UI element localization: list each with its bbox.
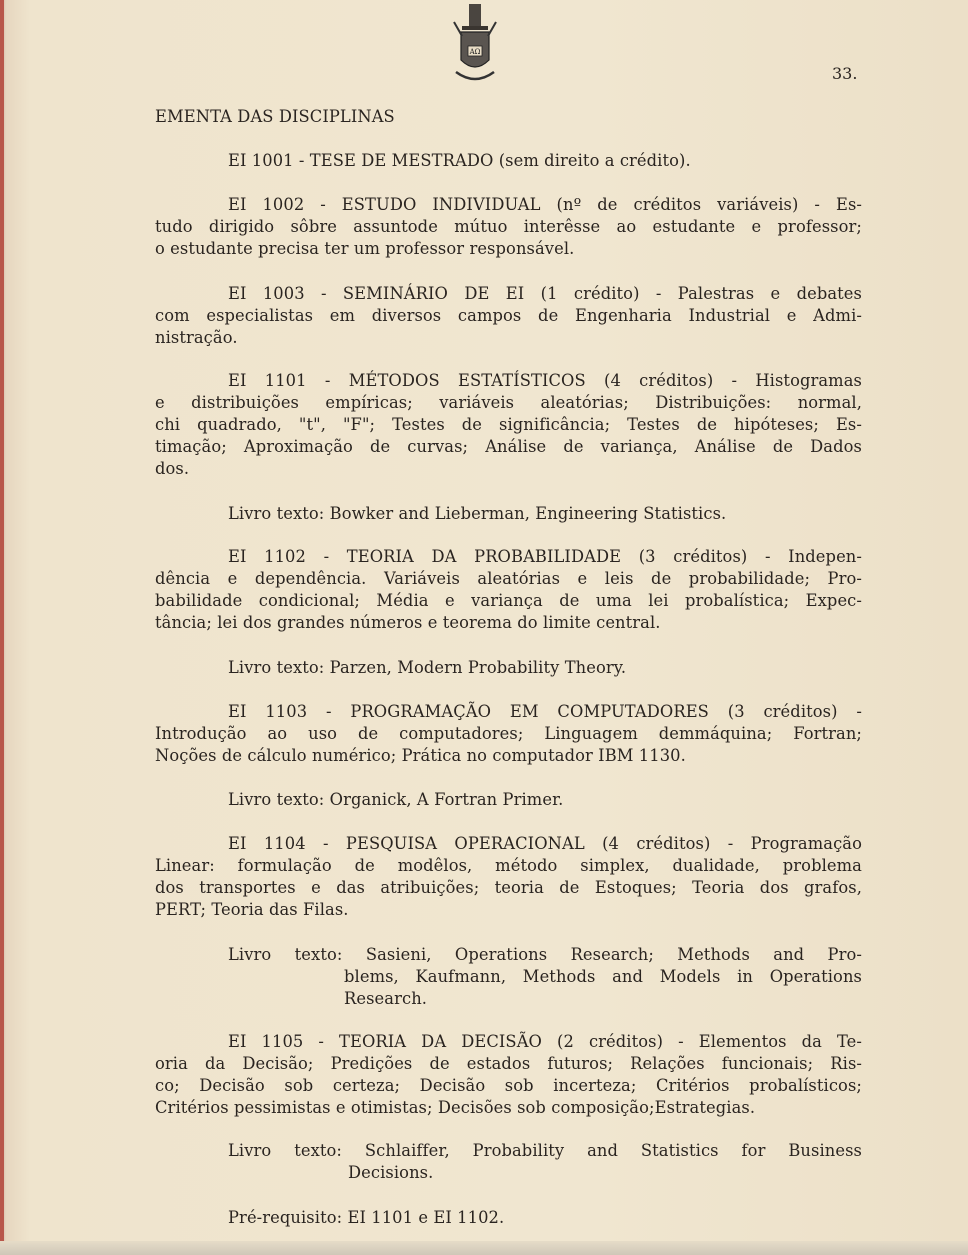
- text-line: Livro texto: Bowker and Lieberman, Engineering Statistics.: [228, 504, 727, 523]
- page-number: 33.: [832, 64, 858, 83]
- text-line: EI 1101 - MÉTODOS ESTATÍSTICOS (4 créditos) - Histogramas: [228, 371, 862, 390]
- text-line: com especialistas em diversos campos de Engenharia Industrial e Admi-: [155, 306, 862, 325]
- text-line: PERT; Teoria das Filas.: [155, 900, 349, 919]
- text-line: nistração.: [155, 328, 238, 347]
- text-line: Linear: formulação de modêlos, método simplex, dualidade, problema: [155, 856, 862, 875]
- text-line: EI 1102 - TEORIA DA PROBABILIDADE (3 créditos) - Indepen-: [228, 547, 862, 566]
- text-line: blems, Kaufmann, Methods and Models in Operations: [344, 967, 862, 986]
- page-edge: [0, 0, 4, 1255]
- text-line: tância; lei dos grandes números e teorema do limite central.: [155, 613, 661, 632]
- text-line: oria da Decisão; Predições de estados futuros; Relações funcionais; Ris-: [155, 1054, 862, 1073]
- text-line: Research.: [344, 989, 428, 1008]
- text-line: chi quadrado, "t", "F"; Testes de significância; Testes de hipóteses; Es-: [155, 415, 862, 434]
- text-line: EI 1104 - PESQUISA OPERACIONAL (4 créditos) - Programação: [228, 834, 862, 853]
- section-heading: EMENTA DAS DISCIPLINAS: [155, 107, 395, 126]
- text-line: babilidade condicional; Média e variança de uma lei probalística; Expec-: [155, 591, 862, 610]
- text-line: EI 1103 - PROGRAMAÇÃO EM COMPUTADORES (3 créditos) -: [228, 702, 862, 721]
- text-line: dos.: [155, 459, 190, 478]
- text-line: timação; Aproximação de curvas; Análise de variança, Análise de Dados: [155, 437, 862, 456]
- text-line: e distribuições empíricas; variáveis aleatórias; Distribuições: normal,: [155, 393, 862, 412]
- text-line: EI 1105 - TEORIA DA DECISÃO (2 créditos) - Elementos da Te-: [228, 1032, 862, 1051]
- page-bottom-edge: [0, 1241, 968, 1255]
- text-line: Livro texto: Organick, A Fortran Primer.: [228, 790, 564, 809]
- text-line: tudo dirigido sôbre assuntode mútuo interêsse ao estudante e professor;: [155, 217, 862, 236]
- text-line: Pré-requisito: EI 1101 e EI 1102.: [228, 1208, 505, 1227]
- text-line: dos transportes e das atribuições; teoria de Estoques; Teoria dos grafos,: [155, 878, 862, 897]
- text-line: Decisions.: [348, 1163, 434, 1182]
- text-line: Livro texto: Schlaiffer, Probability and Statistics for Business: [228, 1141, 862, 1160]
- university-crest-logo: [452, 2, 498, 88]
- text-line: co; Decisão sob certeza; Decisão sob incerteza; Critérios probalísticos;: [155, 1076, 862, 1095]
- crest-text: AΩ: [469, 48, 481, 56]
- text-line: EI 1001 - TESE DE MESTRADO (sem direito a crédito).: [228, 151, 691, 170]
- text-line: EI 1003 - SEMINÁRIO DE EI (1 crédito) - Palestras e debates: [228, 284, 862, 303]
- text-line: o estudante precisa ter um professor responsável.: [155, 239, 575, 258]
- text-line: dência e dependência. Variáveis aleatórias e leis de probabilidade; Pro-: [155, 569, 862, 588]
- text-line: Livro texto: Sasieni, Operations Research; Methods and Pro-: [228, 945, 862, 964]
- text-line: Introdução ao uso de computadores; Linguagem demmáquina; Fortran;: [155, 724, 862, 743]
- text-line: Critérios pessimistas e otimistas; Decisões sob composição;Estrategias.: [155, 1098, 756, 1117]
- text-line: Noções de cálculo numérico; Prática no computador IBM 1130.: [155, 746, 686, 765]
- text-line: Livro texto: Parzen, Modern Probability Theory.: [228, 658, 627, 677]
- text-line: EI 1002 - ESTUDO INDIVIDUAL (nº de créditos variáveis) - Es-: [228, 195, 862, 214]
